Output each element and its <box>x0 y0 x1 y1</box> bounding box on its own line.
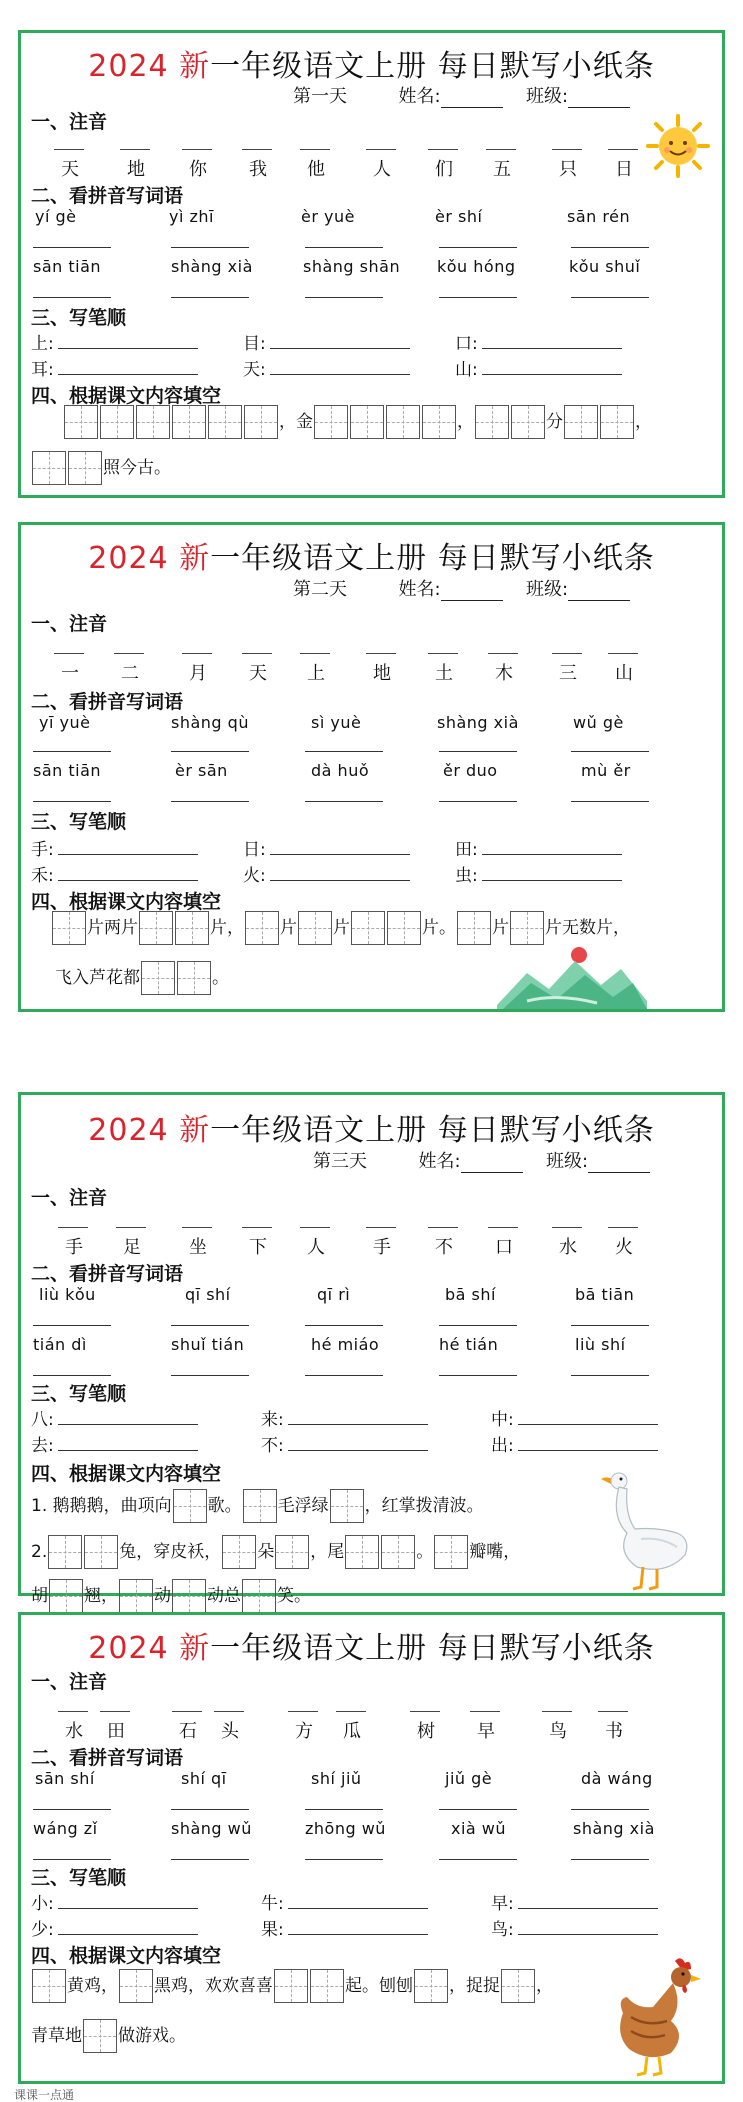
zhuyin-char: 上 <box>303 659 329 685</box>
pinyin-prompt: yí gè <box>35 207 77 226</box>
fill-line-1: 黄鸡， 黑鸡，欢欢喜喜 起。刨刨 ，捉捉 ， <box>31 1969 553 2003</box>
tianzige-box[interactable] <box>245 911 279 945</box>
bishun-item[interactable]: 禾: <box>31 861 198 886</box>
zhuyin-char: 你 <box>185 155 211 181</box>
tianzige-box[interactable] <box>381 1535 415 1569</box>
bishun-item[interactable]: 中: <box>491 1405 658 1430</box>
bishun-item[interactable]: 虫: <box>455 861 622 886</box>
section-bishun: 三、写笔顺 <box>31 1867 127 1889</box>
zhuyin-char: 手 <box>61 1233 87 1259</box>
zhuyin-char: 二 <box>117 659 143 685</box>
zhuyin-char: 木 <box>491 659 517 685</box>
tianzige-box[interactable] <box>386 405 420 439</box>
bishun-item[interactable]: 果: <box>261 1915 428 1940</box>
pinyin-prompt: shàng qù <box>171 713 249 732</box>
answer-line[interactable] <box>171 801 249 802</box>
zhuyin-char: 田 <box>103 1717 129 1743</box>
pinyin-prompt: èr sān <box>175 761 228 780</box>
answer-line[interactable] <box>171 247 249 248</box>
answer-line[interactable] <box>33 1375 111 1376</box>
zhuyin-char: 书 <box>601 1717 627 1743</box>
tianzige-box[interactable] <box>141 961 175 995</box>
zhuyin-char: 手 <box>369 1233 395 1259</box>
section-bishun: 三、写笔顺 <box>31 1383 127 1405</box>
tianzige-box[interactable] <box>222 1535 256 1569</box>
info-line: 第二天 姓名: 班级: <box>293 575 630 601</box>
bishun-item[interactable]: 来: <box>261 1405 428 1430</box>
zhuyin-char: 他 <box>303 155 329 181</box>
pinyin-prompt: kǒu shuǐ <box>569 257 641 276</box>
pinyin-prompt: kǒu hóng <box>437 257 516 276</box>
tianzige-box[interactable] <box>119 1969 153 2003</box>
tianzige-box[interactable] <box>83 2019 117 2053</box>
bishun-item[interactable]: 耳: <box>31 355 198 380</box>
sheet-day-3 <box>18 1092 725 1606</box>
info-line: 第一天 姓名: 班级: <box>293 82 630 108</box>
answer-line[interactable] <box>33 751 111 752</box>
pinyin-prompt: dà huǒ <box>311 761 370 780</box>
bishun-item[interactable]: 上: <box>31 329 198 354</box>
section-pinyin: 二、看拼音写词语 <box>31 185 184 207</box>
zhuyin-char: 地 <box>123 155 149 181</box>
tianzige-box[interactable] <box>139 911 173 945</box>
bishun-item[interactable]: 目: <box>243 329 410 354</box>
answer-line[interactable] <box>571 801 649 802</box>
zhuyin-char: 一 <box>57 659 83 685</box>
bishun-item[interactable]: 田: <box>455 835 622 860</box>
tianzige-box[interactable] <box>600 405 634 439</box>
tianzige-box[interactable] <box>475 405 509 439</box>
pinyin-prompt: wáng zǐ <box>33 1819 98 1838</box>
tianzige-box[interactable] <box>119 1579 153 1613</box>
sheet-day-1 <box>18 30 725 498</box>
pinyin-prompt: hé tián <box>439 1335 499 1354</box>
zhuyin-char: 三 <box>555 659 581 685</box>
zhuyin-char: 足 <box>119 1233 145 1259</box>
bishun-item[interactable]: 八: <box>31 1405 198 1430</box>
bishun-item[interactable]: 去: <box>31 1431 198 1456</box>
answer-line[interactable] <box>305 801 383 802</box>
tianzige-box[interactable] <box>52 911 86 945</box>
tianzige-box[interactable] <box>298 911 332 945</box>
tianzige-box[interactable] <box>274 1969 308 2003</box>
answer-line[interactable] <box>305 1375 383 1376</box>
tianzige-box[interactable] <box>314 405 348 439</box>
tianzige-box[interactable] <box>32 1969 66 2003</box>
fill-line-2: 青草地 做游戏。 <box>31 2019 186 2053</box>
sheet-title: 2024 新一年级语文上册 每日默写小纸条 <box>88 1113 655 1148</box>
answer-line[interactable] <box>305 247 383 248</box>
answer-line[interactable] <box>571 247 649 248</box>
section-zhuyin: 一、注音 <box>31 1671 108 1693</box>
answer-line[interactable] <box>571 751 649 752</box>
footer-watermark: 课课一点通 <box>14 2088 75 2102</box>
tianzige-box[interactable] <box>172 1579 206 1613</box>
bishun-item[interactable]: 出: <box>491 1431 658 1456</box>
answer-line[interactable] <box>439 297 517 298</box>
bishun-item[interactable]: 手: <box>31 835 198 860</box>
tianzige-box[interactable] <box>84 1535 118 1569</box>
pinyin-prompt: jiǔ gè <box>445 1769 493 1788</box>
pinyin-prompt: mù ěr <box>581 761 631 780</box>
tianzige-box[interactable] <box>275 1535 309 1569</box>
answer-line[interactable] <box>33 801 111 802</box>
answer-line[interactable] <box>571 1809 649 1810</box>
zhuyin-char: 鸟 <box>545 1717 571 1743</box>
tianzige-box[interactable] <box>351 911 385 945</box>
tianzige-box[interactable] <box>564 405 598 439</box>
answer-line[interactable] <box>439 1809 517 1810</box>
sheet-title: 2024 新一年级语文上册 每日默写小纸条 <box>88 541 655 576</box>
zhuyin-char: 五 <box>489 155 515 181</box>
answer-line[interactable] <box>171 1375 249 1376</box>
pinyin-prompt: qī shí <box>185 1285 231 1304</box>
bishun-item[interactable]: 山: <box>455 355 622 380</box>
answer-line[interactable] <box>171 1809 249 1810</box>
pinyin-prompt: liù shí <box>575 1335 626 1354</box>
zhuyin-char: 石 <box>175 1717 201 1743</box>
tianzige-box[interactable] <box>172 405 206 439</box>
pinyin-prompt: shàng wǔ <box>171 1819 252 1838</box>
pinyin-prompt: bā tiān <box>575 1285 635 1304</box>
zhuyin-char: 天 <box>245 659 271 685</box>
zhuyin-char: 树 <box>413 1717 439 1743</box>
answer-line[interactable] <box>305 297 383 298</box>
fill-line-1: 1. 鹅鹅鹅，曲项向 歌。 毛浮绿 ，红掌拨清波。 <box>31 1489 484 1523</box>
pinyin-prompt: shàng xià <box>573 1819 655 1838</box>
zhuyin-char: 坐 <box>185 1233 211 1259</box>
bishun-item[interactable]: 火: <box>243 861 410 886</box>
tianzige-box[interactable] <box>173 1489 207 1523</box>
answer-line[interactable] <box>439 1375 517 1376</box>
zhuyin-char: 瓜 <box>339 1717 365 1743</box>
tianzige-box[interactable] <box>32 451 66 485</box>
pinyin-prompt: zhōng wǔ <box>305 1819 386 1838</box>
pinyin-prompt: shàng shān <box>303 257 401 276</box>
tianzige-box[interactable] <box>501 1969 535 2003</box>
info-line: 第三天 姓名: 班级: <box>313 1147 650 1173</box>
answer-line[interactable] <box>439 751 517 752</box>
answer-line[interactable] <box>439 1325 517 1326</box>
zhuyin-char: 只 <box>555 155 581 181</box>
answer-line[interactable] <box>33 1859 111 1860</box>
fill-line-2: 2. 兔，穿皮袄， 朵 ，尾 。 瓣嘴， <box>31 1535 520 1569</box>
tianzige-box[interactable] <box>422 405 456 439</box>
answer-line[interactable] <box>571 1859 649 1860</box>
section-pinyin: 二、看拼音写词语 <box>31 691 184 713</box>
pinyin-prompt: sān tiān <box>33 257 102 276</box>
zhuyin-char: 下 <box>245 1233 271 1259</box>
tianzige-box[interactable] <box>48 1535 82 1569</box>
pinyin-prompt: bā shí <box>445 1285 496 1304</box>
tianzige-box[interactable] <box>242 1579 276 1613</box>
section-fill: 四、根据课文内容填空 <box>31 891 222 913</box>
section-bishun: 三、写笔顺 <box>31 811 127 833</box>
answer-line[interactable] <box>33 247 111 248</box>
answer-line[interactable] <box>33 1809 111 1810</box>
answer-line[interactable] <box>33 297 111 298</box>
answer-line[interactable] <box>571 1325 649 1326</box>
zhuyin-char: 口 <box>491 1233 517 1259</box>
section-zhuyin: 一、注音 <box>31 1187 108 1209</box>
pinyin-prompt: sān shí <box>35 1769 95 1788</box>
bishun-item[interactable]: 牛: <box>261 1889 428 1914</box>
answer-line[interactable] <box>171 297 249 298</box>
tianzige-box[interactable] <box>175 911 209 945</box>
sheet-day-4 <box>18 1612 725 2084</box>
answer-line[interactable] <box>439 1859 517 1860</box>
sheet-title: 2024 新一年级语文上册 每日默写小纸条 <box>88 1631 655 1666</box>
section-fill: 四、根据课文内容填空 <box>31 385 222 407</box>
tianzige-box[interactable] <box>330 1489 364 1523</box>
section-zhuyin: 一、注音 <box>31 111 108 133</box>
fill-line-2: 飞入芦花都 。 <box>55 961 229 995</box>
tianzige-box[interactable] <box>345 1535 379 1569</box>
tianzige-box[interactable] <box>100 405 134 439</box>
answer-line[interactable] <box>171 1859 249 1860</box>
section-fill: 四、根据课文内容填空 <box>31 1463 222 1485</box>
fill-line-2: 照今古。 <box>31 451 171 485</box>
pinyin-prompt: qī rì <box>317 1285 351 1304</box>
zhuyin-char: 地 <box>369 659 395 685</box>
zhuyin-char: 早 <box>473 1717 499 1743</box>
tianzige-box[interactable] <box>434 1535 468 1569</box>
zhuyin-char: 土 <box>431 659 457 685</box>
pinyin-prompt: sān tiān <box>33 761 102 780</box>
pinyin-prompt: shàng xià <box>171 257 253 276</box>
section-zhuyin: 一、注音 <box>31 613 108 635</box>
tianzige-box[interactable] <box>243 1489 277 1523</box>
pinyin-prompt: dà wáng <box>581 1769 653 1788</box>
answer-line[interactable] <box>439 801 517 802</box>
zhuyin-char: 头 <box>217 1717 243 1743</box>
pinyin-prompt: sān rén <box>567 207 631 226</box>
bishun-item[interactable]: 不: <box>261 1431 428 1456</box>
zhuyin-char: 日 <box>611 155 637 181</box>
pinyin-prompt: xià wǔ <box>451 1819 507 1838</box>
goose-illustration <box>597 1467 693 1593</box>
zhuyin-char: 天 <box>57 155 83 181</box>
section-pinyin: 二、看拼音写词语 <box>31 1747 184 1769</box>
tianzige-box[interactable] <box>208 405 242 439</box>
answer-line[interactable] <box>439 247 517 248</box>
answer-line[interactable] <box>571 1375 649 1376</box>
pinyin-prompt: yì zhī <box>169 207 214 226</box>
section-bishun: 三、写笔顺 <box>31 307 127 329</box>
section-fill: 四、根据课文内容填空 <box>31 1945 222 1967</box>
zhuyin-char: 月 <box>185 659 211 685</box>
answer-line[interactable] <box>171 751 249 752</box>
tianzige-box[interactable] <box>414 1969 448 2003</box>
pinyin-prompt: èr yuè <box>301 207 355 226</box>
tianzige-box[interactable] <box>64 405 98 439</box>
tianzige-box[interactable] <box>136 405 170 439</box>
tianzige-box[interactable] <box>350 405 384 439</box>
zhuyin-char: 们 <box>431 155 457 181</box>
zhuyin-char: 不 <box>431 1233 457 1259</box>
zhuyin-char: 水 <box>555 1233 581 1259</box>
bishun-item[interactable]: 少: <box>31 1915 198 1940</box>
pinyin-prompt: ěr duo <box>443 761 498 780</box>
answer-line[interactable] <box>305 751 383 752</box>
hen-illustration <box>613 1955 709 2079</box>
zhuyin-char: 山 <box>611 659 637 685</box>
sheet-day-2 <box>18 522 725 1012</box>
sheet-title: 2024 新一年级语文上册 每日默写小纸条 <box>88 49 655 84</box>
pinyin-prompt: shuǐ tián <box>171 1335 245 1354</box>
pinyin-prompt: sì yuè <box>311 713 362 732</box>
bishun-item[interactable]: 早: <box>491 1889 658 1914</box>
bishun-item[interactable]: 鸟: <box>491 1915 658 1940</box>
pinyin-prompt: hé miáo <box>311 1335 380 1354</box>
pinyin-prompt: tián dì <box>33 1335 87 1354</box>
tianzige-box[interactable] <box>310 1969 344 2003</box>
pinyin-prompt: shí qī <box>181 1769 227 1788</box>
section-pinyin: 二、看拼音写词语 <box>31 1263 184 1285</box>
tianzige-box[interactable] <box>457 911 491 945</box>
pinyin-prompt: yī yuè <box>39 713 91 732</box>
answer-line[interactable] <box>305 1809 383 1810</box>
fill-line-3: 胡 翘， 动 动总 笑。 <box>31 1579 311 1613</box>
zhuyin-char: 我 <box>245 155 271 181</box>
tianzige-box[interactable] <box>244 405 278 439</box>
answer-line[interactable] <box>305 1325 383 1326</box>
sun-illustration <box>645 113 711 179</box>
zhuyin-char: 人 <box>303 1233 329 1259</box>
zhuyin-char: 人 <box>369 155 395 181</box>
answer-line[interactable] <box>33 1325 111 1326</box>
pinyin-prompt: èr shí <box>435 207 483 226</box>
tianzige-box[interactable] <box>68 451 102 485</box>
zhuyin-char: 火 <box>611 1233 637 1259</box>
bishun-item[interactable]: 小: <box>31 1889 198 1914</box>
pinyin-prompt: wǔ gè <box>573 713 624 732</box>
answer-line[interactable] <box>171 1325 249 1326</box>
pinyin-prompt: shí jiǔ <box>311 1769 362 1788</box>
fill-line-1: 片两片 片， 片 片 片。 片 片无数片， <box>51 911 630 945</box>
bishun-item[interactable]: 日: <box>243 835 410 860</box>
fill-line-1: ，金 ， 分 ， <box>63 405 652 439</box>
pinyin-prompt: liù kǒu <box>39 1285 96 1304</box>
pinyin-prompt: shàng xià <box>437 713 519 732</box>
bishun-item[interactable]: 口: <box>455 329 622 354</box>
zhuyin-char: 水 <box>61 1717 87 1743</box>
zhuyin-char: 方 <box>291 1717 317 1743</box>
tianzige-box[interactable] <box>177 961 211 995</box>
tianzige-box[interactable] <box>387 911 421 945</box>
tianzige-box[interactable] <box>49 1579 83 1613</box>
bishun-item[interactable]: 天: <box>243 355 410 380</box>
answer-line[interactable] <box>571 297 649 298</box>
mountain-illustration <box>497 939 647 1009</box>
answer-line[interactable] <box>305 1859 383 1860</box>
tianzige-box[interactable] <box>511 405 545 439</box>
